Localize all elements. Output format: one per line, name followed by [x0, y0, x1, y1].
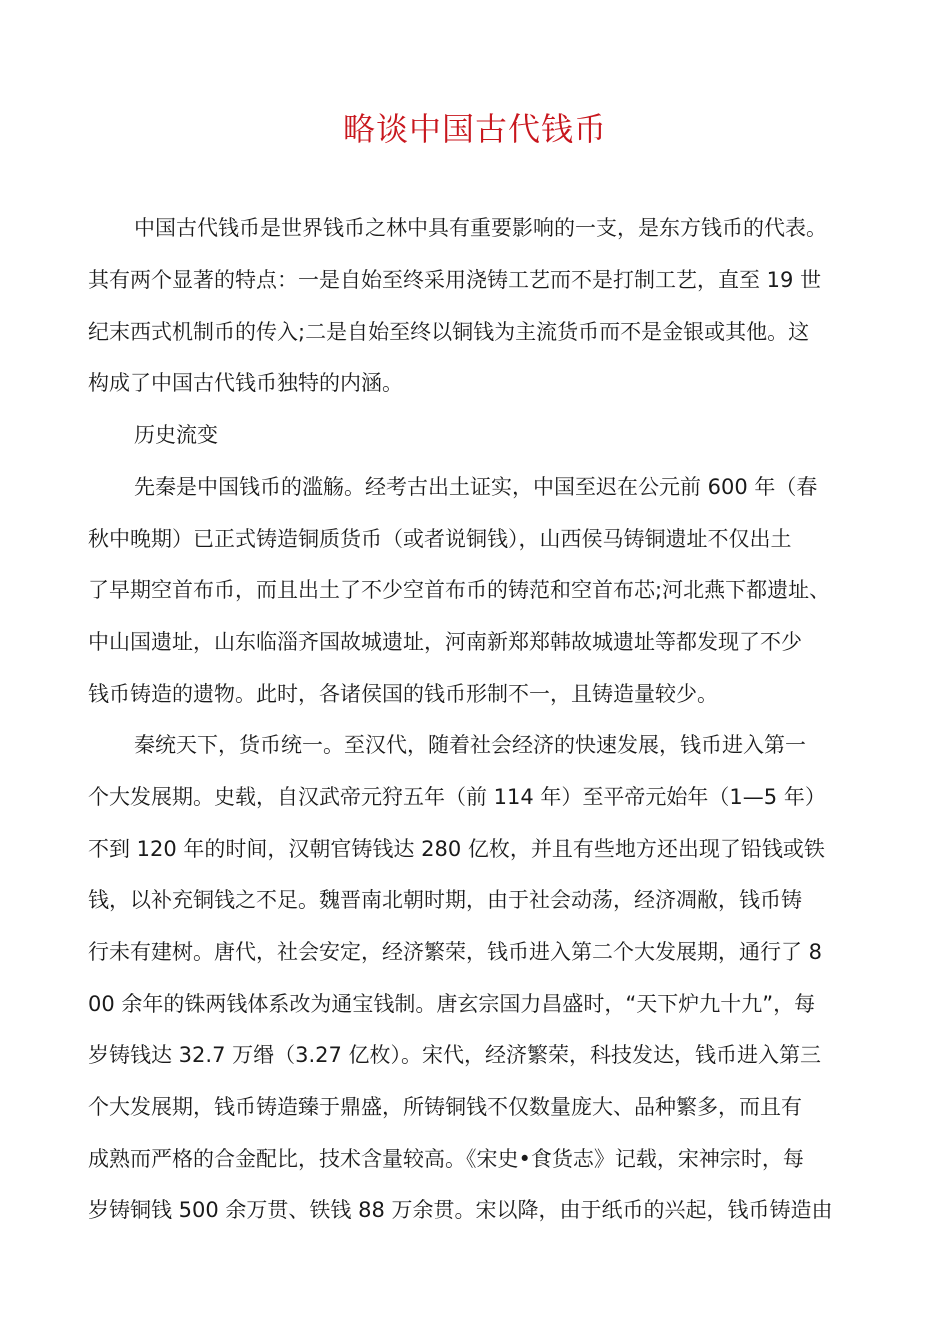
paragraph-1-line-1: 中国古代钱币是世界钱币之林中具有重要影响的一支，是东方钱币的代表。	[134, 216, 827, 240]
paragraph-2-line-3: 了早期空首布币，而且出土了不少空首布币的铸范和空首布芯;河北燕下都遗址、	[88, 578, 831, 602]
paragraph-3-line-1: 秦统天下，货币统一。至汉代，随着社会经济的快速发展，钱币进入第一	[134, 733, 806, 757]
paragraph-3-line-2: 个大发展期。史载，自汉武帝元狩五年（前 114 年）至平帝元始年（1—5 年）	[88, 785, 826, 809]
paragraph-2-line-4: 中山国遗址，山东临淄齐国故城遗址，河南新郑郑韩故城遗址等都发现了不少	[88, 630, 802, 654]
paragraph-1-line-4: 构成了中国古代钱币独特的内涵。	[88, 371, 403, 395]
paragraph-3-line-5: 行未有建树。唐代，社会安定，经济繁荣，钱币进入第二个大发展期，通行了 8	[88, 940, 823, 964]
paragraph-3-line-7: 岁铸钱达 32.7 万缗（3.27 亿枚）。宋代，经济繁荣，科技发达，钱币进入第三	[88, 1043, 822, 1067]
paragraph-2-line-2: 秋中晚期）已正式铸造铜质货币（或者说铜钱），山西侯马铸铜遗址不仅出土	[88, 527, 792, 551]
paragraph-3-line-8: 个大发展期，钱币铸造臻于鼎盛，所铸铜钱不仅数量庞大、品种繁多，而且有	[88, 1095, 802, 1119]
paragraph-3-line-3: 不到 120 年的时间，汉朝官铸钱达 280 亿枚，并且有些地方还出现了铅钱或铁	[88, 837, 825, 861]
paragraph-2-line-1: 先秦是中国钱币的滥觞。经考古出土证实，中国至迟在公元前 600 年（春	[134, 475, 818, 499]
document-title: 略谈中国古代钱币	[342, 110, 607, 148]
section-heading: 历史流变	[134, 423, 218, 447]
paragraph-3-line-9: 成熟而严格的合金配比，技术含量较高。《宋史•食货志》记载，宋神宗时，每	[88, 1147, 804, 1171]
paragraph-3-line-4: 钱，以补充铜钱之不足。魏晋南北朝时期，由于社会动荡，经济凋敝，钱币铸	[88, 888, 802, 912]
paragraph-3-line-6: 00 余年的铢两钱体系改为通宝钱制。唐玄宗国力昌盛时，“天下炉九十九”，每	[88, 992, 816, 1016]
paragraph-2-line-5: 钱币铸造的遗物。此时，各诸侯国的钱币形制不一，且铸造量较少。	[88, 682, 718, 706]
paragraph-1-line-3: 纪末西式机制币的传入;二是自始至终以铜钱为主流货币而不是金银或其他。这	[88, 320, 810, 344]
paragraph-3-line-10: 岁铸铜钱 500 余万贯、铁钱 88 万余贯。宋以降，由于纸币的兴起，钱币铸造由	[88, 1198, 833, 1222]
paragraph-1-line-2: 其有两个显著的特点：一是自始至终采用浇铸工艺而不是打制工艺，直至 19 世	[88, 268, 822, 292]
